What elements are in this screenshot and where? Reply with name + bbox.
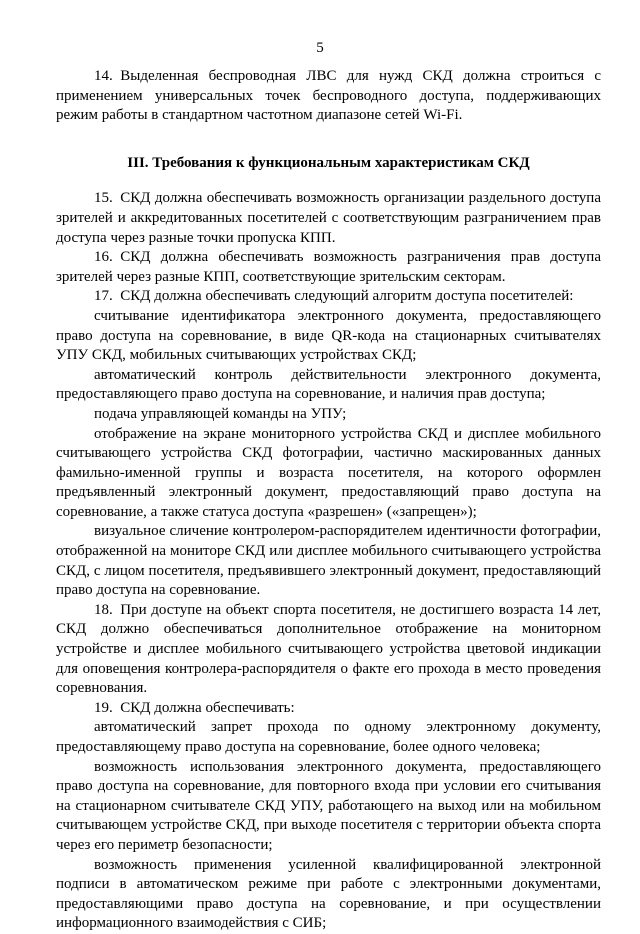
paragraph-14: 14. Выделенная беспроводная ЛВС для нужд СКД должна строиться с применением универсальных точек беспроводного доступа, поддерживающих режим работы в стандартном частотном диапазоне сетей Wi-Fi. [56,68,601,124]
paragraph-15: 15. СКД должна обеспечивать возможность организации раздельного доступа зрителей и аккредитованных посетителей с соответствующим разграничением прав доступа через разные точки пропуска КПП. [56,190,601,246]
list-item-17-2: автоматический контроль действительности электронного документа, предоставляющего право доступа на соревнование, и наличия прав доступа; [56,366,601,403]
section-title: III. Требования к функциональным характеристикам СКД [127,154,530,171]
list-item-19-1: автоматический запрет прохода по одному электронному документу, предоставляющему право доступа на соревнование, более одного человека; [56,719,601,755]
list-item-19-2: возможность использования электронного документа, предоставляющего право доступа на соревнование, для повторного входа при условии его считывания на стационарном считывателе СКД УПУ, работающего на выход или на мобильном считывающем устройстве СКД, при выходе посетителя с территории объекта спорта через его периметр безопасности; [56,758,601,853]
list-item-17-4: отображение на экране мониторного устройства СКД и дисплее мобильного считывающего устройства СКД фотографии, частично маскированных данных фамильно-именной группы и возраста посетителя, на которого оформлен предъявленный электронный документ, предоставляющий право доступа на соревнование, а также статуса доступа «разрешен» («запрещен»); [56,425,601,520]
paragraph-16: 16. СКД должна обеспечивать возможность разграничения прав доступа зрителей через разные КПП, соответствующие зрительским секторам. [56,249,601,285]
list-item-19-3: возможность применения усиленной квалифицированной электронной подписи в автоматическом режиме при работе с электронными документами, предоставляющими право доступа на соревнование, и при осуществлении информационного взаимодействия с СИБ; [56,856,601,932]
page-number: 5 [316,40,324,56]
list-item-17-5: визуальное сличение контролером-распорядителем идентичности фотографии, отображенной на мониторе СКД или дисплее мобильного считывающего устройства СКД, с лицом посетителя, предъявившего электронный документ, предоставляющий право доступа на соревнование. [56,523,601,599]
paragraph-18: 18. При доступе на объект спорта посетителя, не достигшего возраста 14 лет, СКД должно обеспечиваться дополнительное отображение на мониторном устройстве и дисплее мобильного считывающего устройства цветовой индикации для оповещения контролера-распорядителя о факте его прохода в место проведения соревнования. [56,601,601,697]
list-item-17-1: считывание идентификатора электронного документа, предоставляющего право доступа на соревнование, в виде QR-кода на стационарных считывателях УПУ СКД, мобильных считывающих устройствах СКД; [56,307,601,364]
document-body [56,67,601,934]
list-item-17-3: подача управляющей команды на УПУ; [94,405,347,422]
paragraph-17: 17. СКД должна обеспечивать следующий алгоритм доступа посетителей: [94,288,574,305]
paragraph-19: 19. СКД должна обеспечивать: [94,699,295,716]
